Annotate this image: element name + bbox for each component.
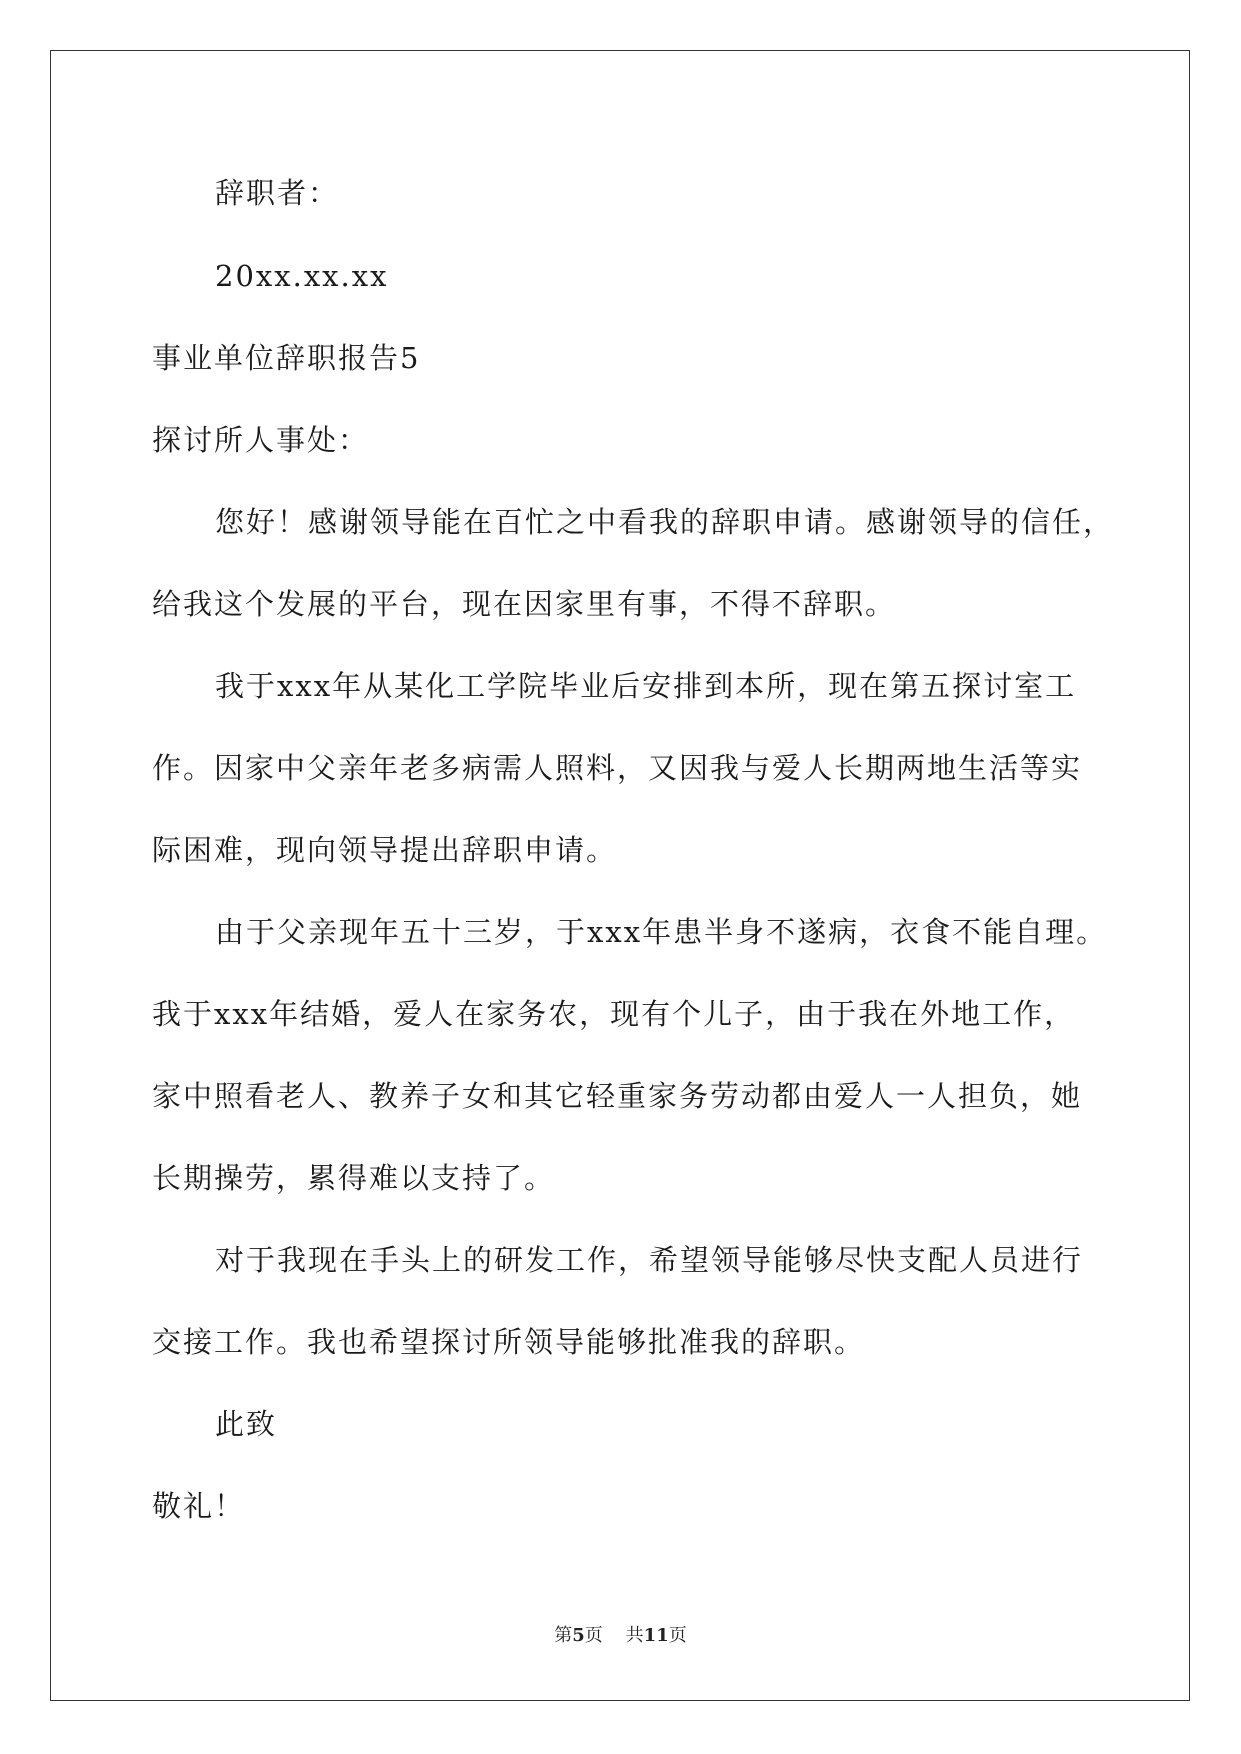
paragraph-line: 我于xxx年从某化工学院毕业后安排到本所，现在第五探讨室工	[215, 669, 1077, 703]
paragraph-line: 家中照看老人、教养子女和其它轻重家务劳动都由爱人一人担负，她	[152, 1079, 1083, 1113]
closing-line: 此致	[215, 1407, 278, 1441]
paragraph-line: 给我这个发展的平台，现在因家里有事，不得不辞职。	[152, 587, 897, 621]
paragraph-line: 我于xxx年结婚，爱人在家务农，现有个儿子，由于我在外地工作，	[152, 997, 1076, 1031]
footer-total-prefix: 共	[625, 1625, 644, 1646]
paragraph-line: 交接工作。我也希望探讨所领导能够批准我的辞职。	[152, 1325, 866, 1359]
closing-regards: 敬礼！	[152, 1489, 246, 1523]
signature-label: 辞职者：	[215, 176, 340, 210]
signature-date: 20xx.xx.xx	[215, 259, 389, 293]
footer-page-suffix: 页	[584, 1625, 603, 1646]
footer-total-suffix: 页	[668, 1625, 687, 1646]
paragraph-line: 对于我现在手头上的研发工作，希望领导能够尽快支配人员进行	[215, 1243, 1084, 1277]
paragraph-line: 您好！感谢领导能在百忙之中看我的辞职申请。感谢领导的信任，	[215, 505, 1115, 539]
page-border	[50, 50, 1190, 1701]
total-page-count: 11	[643, 1625, 669, 1646]
footer-prefix: 第	[554, 1625, 573, 1646]
paragraph-line: 由于父亲现年五十三岁，于xxx年患半身不遂病，衣食不能自理。	[215, 915, 1108, 949]
current-page-number: 5	[572, 1625, 585, 1646]
section-title: 事业单位辞职报告5	[152, 341, 421, 375]
paragraph-line: 长期操劳，累得难以支持了。	[152, 1161, 556, 1195]
paragraph-line: 作。因家中父亲年老多病需人照料，又因我与爱人长期两地生活等实	[152, 751, 1083, 785]
paragraph-line: 际困难，现向领导提出辞职申请。	[152, 833, 618, 867]
page-footer	[0, 1625, 1241, 1647]
salutation: 探讨所人事处：	[152, 423, 370, 457]
